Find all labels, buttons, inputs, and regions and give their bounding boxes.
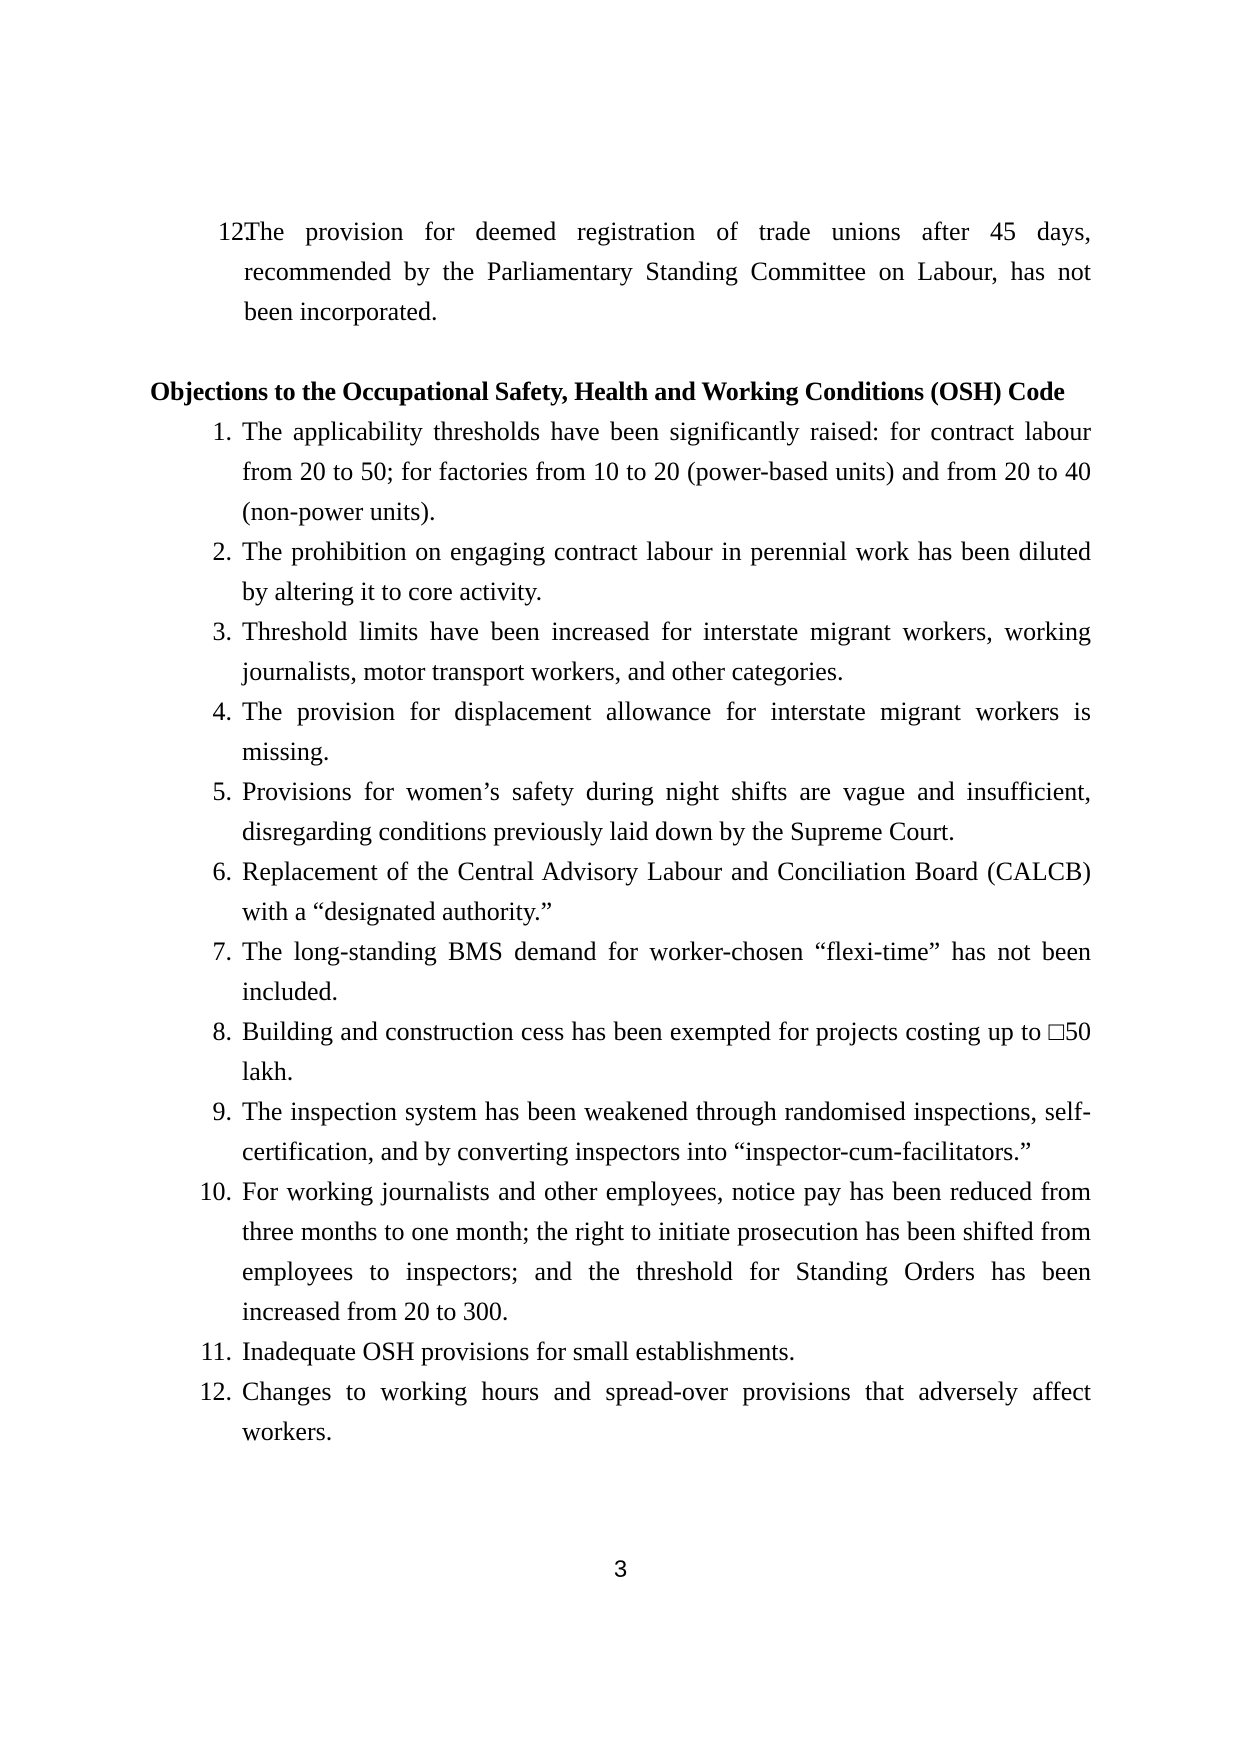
list-item-text: Inadequate OSH provisions for small establishments. bbox=[242, 1337, 796, 1366]
list-item-number: 8. bbox=[212, 1017, 232, 1046]
list-item-text: Changes to working hours and spread-over provisions that adversely affect workers. bbox=[242, 1377, 1091, 1446]
list-item bbox=[150, 1092, 1091, 1172]
page-number: 3 bbox=[613, 1556, 628, 1583]
list-item-text: The provision for deemed registration of trade unions after 45 days, recommended by the Parliamentary Standing Committee on Labour, has not been incorporated. bbox=[244, 217, 1091, 326]
list-item-text: The provision for displacement allowance for interstate migrant workers is missing. bbox=[242, 697, 1091, 766]
list-item bbox=[150, 1012, 1091, 1092]
list-item-number: 1. bbox=[212, 417, 232, 446]
list-item bbox=[150, 1332, 1091, 1372]
list-item-text: Provisions for women’s safety during night shifts are vague and insufficient, disregarding conditions previously laid down by the Supreme Court. bbox=[242, 777, 1091, 846]
list-item-number: 7. bbox=[212, 937, 232, 966]
list-item-text: Replacement of the Central Advisory Labour and Conciliation Board (CALCB) with a “designated authority.” bbox=[242, 857, 1091, 926]
osh-section-heading: Objections to the Occupational Safety, Health and Working Conditions (OSH) Code bbox=[150, 377, 1065, 406]
list-item bbox=[150, 1172, 1091, 1332]
list-item-text: The prohibition on engaging contract labour in perennial work has been diluted by altering it to core activity. bbox=[242, 537, 1091, 606]
list-item bbox=[150, 692, 1091, 772]
document-body bbox=[150, 212, 1091, 1452]
list-item-text: For working journalists and other employees, notice pay has been reduced from three months to one month; the right to initiate prosecution has been shifted from employees to inspectors; and the threshold for Standing Orders has been increased from 20 to 300. bbox=[242, 1177, 1091, 1326]
list-item-number: 11. bbox=[200, 1337, 232, 1366]
list-item-number: 12. bbox=[199, 1377, 232, 1406]
trade-union-objections-list bbox=[150, 212, 1091, 332]
list-item-number: 6. bbox=[212, 857, 232, 886]
list-item bbox=[150, 612, 1091, 692]
list-item-number: 12. bbox=[218, 217, 251, 246]
list-item bbox=[150, 772, 1091, 852]
list-item-number: 3. bbox=[212, 617, 232, 646]
list-item bbox=[150, 1372, 1091, 1452]
list-item-number: 10. bbox=[199, 1177, 232, 1206]
list-item bbox=[150, 932, 1091, 1012]
list-item bbox=[150, 532, 1091, 612]
list-item-number: 5. bbox=[212, 777, 232, 806]
list-item-text: The inspection system has been weakened through randomised inspections, self-certification, and by converting inspectors into “inspector-cum-facilitators.” bbox=[242, 1097, 1091, 1166]
list-item-text: Threshold limits have been increased for interstate migrant workers, working journalists, motor transport workers, and other categories. bbox=[242, 617, 1091, 686]
list-item-text: The applicability thresholds have been significantly raised: for contract labour from 20 to 50; for factories from 10 to 20 (power-based units) and from 20 to 40 (non-power units). bbox=[242, 417, 1091, 526]
list-item-text: The long-standing BMS demand for worker-chosen “flexi-time” has not been included. bbox=[242, 937, 1091, 1006]
list-item-number: 2. bbox=[212, 537, 232, 566]
list-item-text: Building and construction cess has been exempted for projects costing up to □50 lakh. bbox=[242, 1017, 1091, 1086]
list-item bbox=[150, 852, 1091, 932]
list-item bbox=[150, 212, 1091, 332]
list-item bbox=[150, 412, 1091, 532]
osh-objections-list bbox=[150, 412, 1091, 1452]
list-item-number: 9. bbox=[212, 1097, 232, 1126]
list-item-number: 4. bbox=[212, 697, 232, 726]
